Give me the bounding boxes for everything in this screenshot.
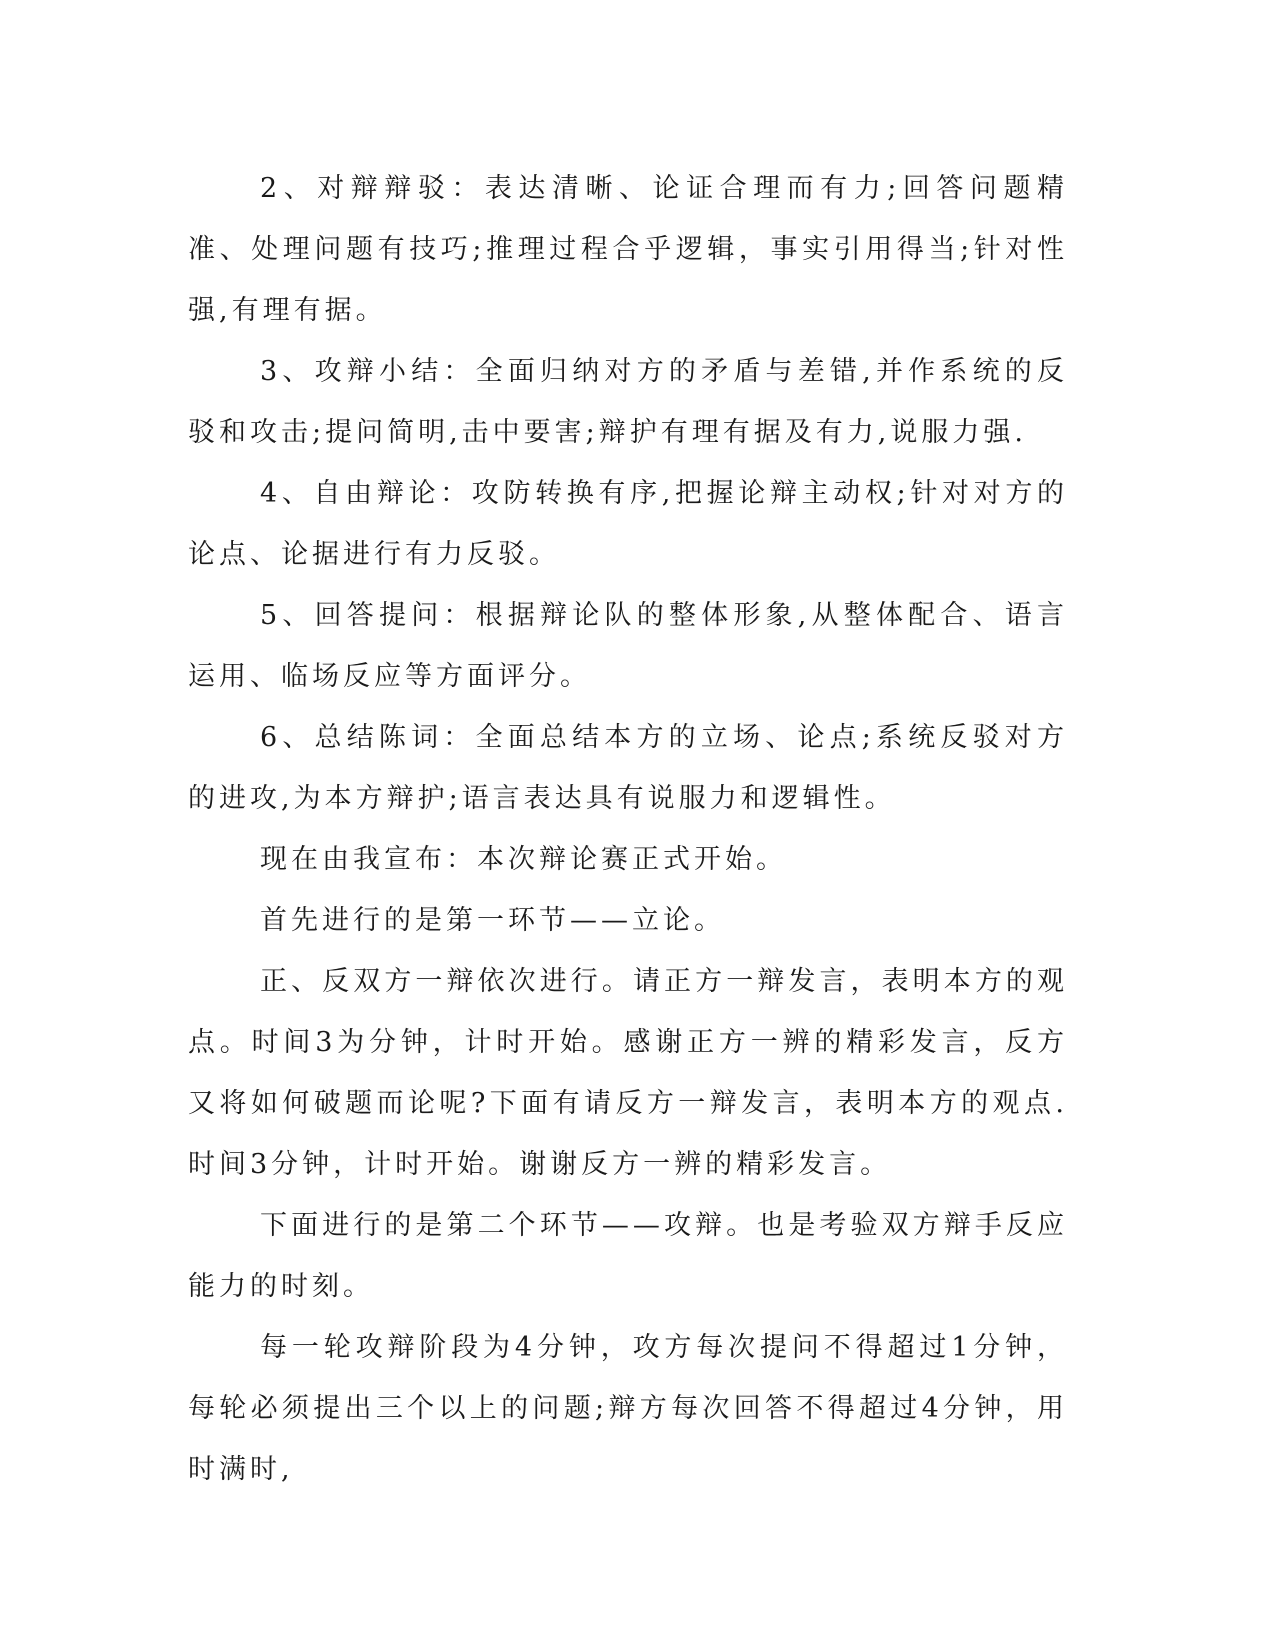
paragraph-criteria-free-debate: 4、自由辩论：攻防转换有序,把握论辩主动权;针对对方的论点、论据进行有力反驳。 [188, 478, 1068, 570]
paragraph-opening-statements: 正、反双方一辩依次进行。请正方一辩发言，表明本方的观点。时间3为分钟，计时开始。感谢正方一辨的精彩发言，反方又将如何破题而论呢?下面有请反方一辩发言，表明本方的观点.时间3分钟，计时开始。谢谢反方一辨的精彩发言。 [188, 966, 1068, 1180]
paragraph-announcement: 现在由我宣布：本次辩论赛正式开始。 [260, 844, 787, 875]
paragraph-criteria-closing: 6、总结陈词：全面总结本方的立场、论点;系统反驳对方的进攻,为本方辩护;语言表达具有说服力和逻辑性。 [188, 722, 1068, 814]
paragraph-second-section: 下面进行的是第二个环节——攻辩。也是考验双方辩手反应能力的时刻。 [188, 1210, 1068, 1302]
document-body [188, 158, 1068, 1500]
paragraph-criteria-rebuttal: 2、对辩辩驳：表达清晰、论证合理而有力;回答问题精准、处理问题有技巧;推理过程合乎逻辑，事实引用得当;针对性强,有理有据。 [188, 173, 1068, 326]
paragraph-criteria-answers: 5、回答提问：根据辩论队的整体形象,从整体配合、语言运用、临场反应等方面评分。 [188, 600, 1068, 692]
paragraph-criteria-summary: 3、攻辩小结：全面归纳对方的矛盾与差错,并作系统的反驳和攻击;提问简明,击中要害;辩护有理有据及有力,说服力强. [188, 356, 1068, 448]
paragraph-cross-exam-rules: 每一轮攻辩阶段为4分钟，攻方每次提问不得超过1分钟，每轮必须提出三个以上的问题;辩方每次回答不得超过4分钟，用时满时, [188, 1332, 1068, 1485]
paragraph-first-section: 首先进行的是第一环节——立论。 [260, 905, 725, 936]
